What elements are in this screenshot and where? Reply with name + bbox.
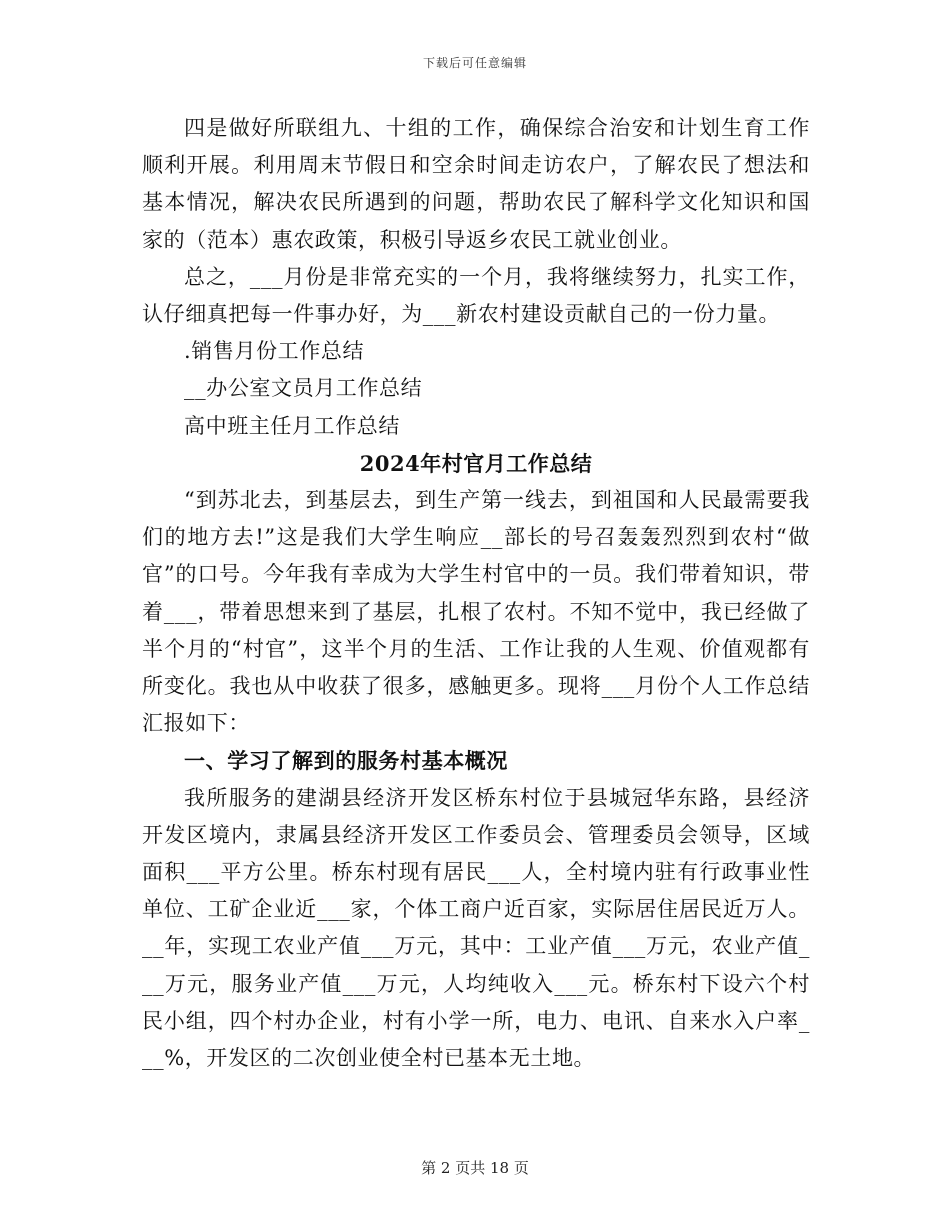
document-body bbox=[142, 110, 810, 1077]
paragraph-conclusion: 总之，___月份是非常充实的一个月，我将继续努力，扎实工作，认仔细真把每一件事办好，为___新农村建设贡献自己的一份力量。 bbox=[142, 264, 810, 327]
page-footer: 第 2 页共 18 页 bbox=[421, 1159, 529, 1177]
document-title: 2024年村官月工作总结 bbox=[359, 450, 593, 476]
related-link-head-teacher-summary: 高中班主任月工作总结 bbox=[184, 413, 400, 438]
section-heading-1: 一、学习了解到的服务村基本概况 bbox=[184, 748, 508, 774]
paragraph-duties: 四是做好所联组九、十组的工作，确保综合治安和计划生育工作顺利开展。利用周末节假日和空余时间走访农户，了解农民了想法和基本情况，解决农民所遇到的问题，帮助农民了解科学文化知识和国家的（范本）惠农政策，积极引导返乡农民工就业创业。 bbox=[142, 116, 810, 252]
related-link-sales-summary: .销售月份工作总结 bbox=[184, 339, 365, 364]
related-link-office-clerk-summary: __办公室文员月工作总结 bbox=[184, 376, 423, 401]
paragraph-intro: “到苏北去，到基层去，到生产第一线去，到祖国和人民最需要我们的地方去!”这是我们大学生响应__部长的号召轰轰烈烈到农村“做官”的口号。今年我有幸成为大学生村官中的一员。我们带着知识，带着___，带着思想来到了基层，扎根了农村。不知不觉中，我已经做了半个月的“村官”，这半个月的生活、工作让我的人生观、价值观都有所变化。我也从中收获了很多，感触更多。现将___月份个人工作总结汇报如下： bbox=[142, 488, 810, 736]
page-header: 下载后可任意编辑 bbox=[422, 56, 527, 70]
paragraph-village-overview: 我所服务的建湖县经济开发区桥东村位于县城冠华东路，县经济开发区境内，隶属县经济开发区工作委员会、管理委员会领导，区域面积___平方公里。桥东村现有居民___人，全村境内驻有行政事业性单位、工矿企业近___家，个体工商户近百家，实际居住居民近万人。__年，实现工农业产值___万元，其中：工业产值___万元，农业产值___万元，服务业产值___万元，人均纯收入___元。桥东村下设六个村民小组，四个村办企业，村有小学一所，电力、电讯、自来水入户率___%，开发区的二次创业使全村已基本无土地。 bbox=[142, 785, 810, 1071]
